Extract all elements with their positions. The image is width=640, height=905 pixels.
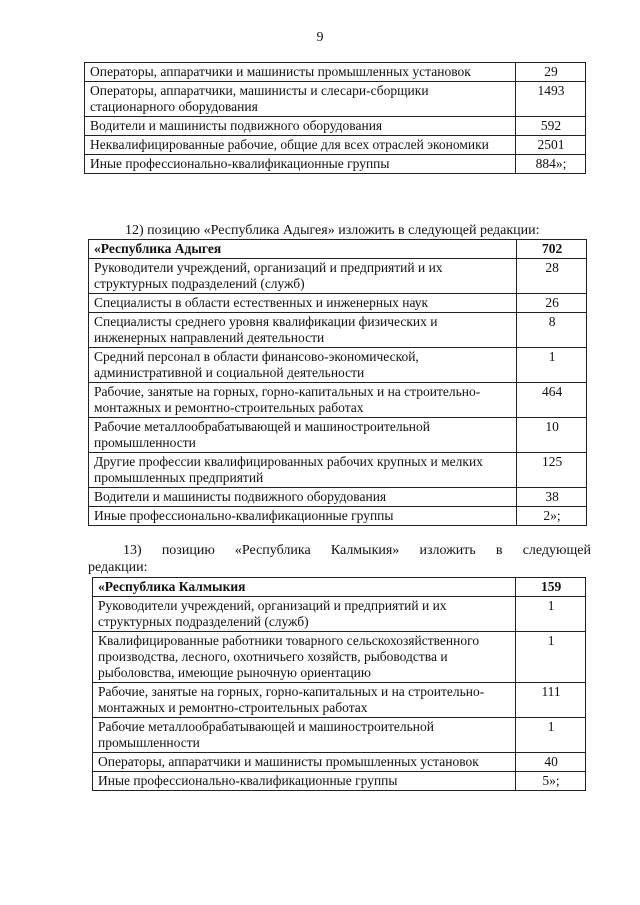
occupation-count: 29 bbox=[516, 63, 586, 82]
table-row bbox=[85, 117, 586, 136]
section-12-intro: 12) позицию «Республика Адыгея» изложить в следующей редакции: bbox=[125, 223, 540, 238]
page-number: 9 bbox=[316, 30, 324, 45]
table-row bbox=[89, 507, 587, 526]
occupation-name: Рабочие, занятые на горных, горно-капитальных и на строительно-монтажных и ремонтно-строительных работах bbox=[93, 683, 516, 718]
table-row bbox=[85, 63, 586, 82]
occupation-count: 8 bbox=[517, 313, 587, 348]
occupation-count: 28 bbox=[517, 259, 587, 294]
occupation-name: Руководители учреждений, организаций и предприятий и их структурных подразделений (служб) bbox=[93, 597, 516, 632]
table-row bbox=[89, 383, 587, 418]
occupation-name: Водители и машинисты подвижного оборудования bbox=[85, 117, 516, 136]
occupation-count: 5»; bbox=[516, 772, 586, 791]
occupation-count: 125 bbox=[517, 453, 587, 488]
occupation-name: Иные профессионально-квалификационные группы bbox=[89, 507, 517, 526]
section-13-intro: 13) позицию «Республика Калмыкия» изложить в следующей bbox=[123, 543, 591, 558]
region-total: 702 bbox=[517, 240, 587, 259]
occupation-count: 1 bbox=[516, 597, 586, 632]
occupation-count: 38 bbox=[517, 488, 587, 507]
occupation-name: Рабочие металлообрабатывающей и машиностроительной промышленности bbox=[93, 718, 516, 753]
occupation-name: Водители и машинисты подвижного оборудования bbox=[89, 488, 517, 507]
occupation-count: 1493 bbox=[516, 82, 586, 117]
occupation-count: 1 bbox=[517, 348, 587, 383]
occupation-count: 2»; bbox=[517, 507, 587, 526]
occupation-count: 1 bbox=[516, 718, 586, 753]
occupation-count: 1 bbox=[516, 632, 586, 683]
occupation-count: 2501 bbox=[516, 136, 586, 155]
table-header-row bbox=[93, 578, 586, 597]
occupation-name: Средний персонал в области финансово-экономической, административной и социальной деятельности bbox=[89, 348, 517, 383]
occupation-name: Иные профессионально-квалификационные группы bbox=[85, 155, 516, 174]
table-row bbox=[93, 753, 586, 772]
occupation-name: Специалисты среднего уровня квалификации физических и инженерных направлений деятельности bbox=[89, 313, 517, 348]
occupation-name: Рабочие, занятые на горных, горно-капитальных и на строительно-монтажных и ремонтно-строительных работах bbox=[89, 383, 517, 418]
table-row bbox=[93, 718, 586, 753]
occupation-name: Операторы, аппаратчики, машинисты и слесари-сборщики стационарного оборудования bbox=[85, 82, 516, 117]
table-row bbox=[85, 136, 586, 155]
occupation-count: 111 bbox=[516, 683, 586, 718]
table-row bbox=[89, 294, 587, 313]
occupation-name: Руководители учреждений, организаций и предприятий и их структурных подразделений (служб) bbox=[89, 259, 517, 294]
occupation-name: Операторы, аппаратчики и машинисты промышленных установок bbox=[85, 63, 516, 82]
table-adygea bbox=[88, 239, 587, 526]
occupation-count: 10 bbox=[517, 418, 587, 453]
occupation-name: Квалифицированные работники товарного сельскохозяйственного производства, лесного, охотничьего хозяйств, рыбоводства и рыболовства, имеющие рыночную ориентацию bbox=[93, 632, 516, 683]
occupation-name: Операторы, аппаратчики и машинисты промышленных установок bbox=[93, 753, 516, 772]
table-row bbox=[85, 82, 586, 117]
table-row bbox=[85, 155, 586, 174]
occupation-name: Специалисты в области естественных и инженерных наук bbox=[89, 294, 517, 313]
table-row bbox=[89, 453, 587, 488]
table-row bbox=[93, 632, 586, 683]
region-name: «Республика Калмыкия bbox=[93, 578, 516, 597]
occupation-count: 464 bbox=[517, 383, 587, 418]
occupation-name: Неквалифицированные рабочие, общие для всех отраслей экономики bbox=[85, 136, 516, 155]
occupation-count: 592 bbox=[516, 117, 586, 136]
table-continuation bbox=[84, 62, 586, 174]
table-row bbox=[89, 488, 587, 507]
region-name: «Республика Адыгея bbox=[89, 240, 517, 259]
table-row bbox=[93, 683, 586, 718]
table-row bbox=[89, 313, 587, 348]
table-row bbox=[89, 259, 587, 294]
table-row bbox=[93, 772, 586, 791]
table-row bbox=[89, 418, 587, 453]
occupation-name: Иные профессионально-квалификационные группы bbox=[93, 772, 516, 791]
table-header-row bbox=[89, 240, 587, 259]
section-13-intro-continuation: редакции: bbox=[88, 560, 148, 575]
occupation-count: 40 bbox=[516, 753, 586, 772]
occupation-name: Рабочие металлообрабатывающей и машиностроительной промышленности bbox=[89, 418, 517, 453]
table-kalmykia bbox=[92, 577, 586, 791]
occupation-count: 26 bbox=[517, 294, 587, 313]
occupation-count: 884»; bbox=[516, 155, 586, 174]
table-row bbox=[89, 348, 587, 383]
table-row bbox=[93, 597, 586, 632]
occupation-name: Другие профессии квалифицированных рабочих крупных и мелких промышленных предприятий bbox=[89, 453, 517, 488]
region-total: 159 bbox=[516, 578, 586, 597]
